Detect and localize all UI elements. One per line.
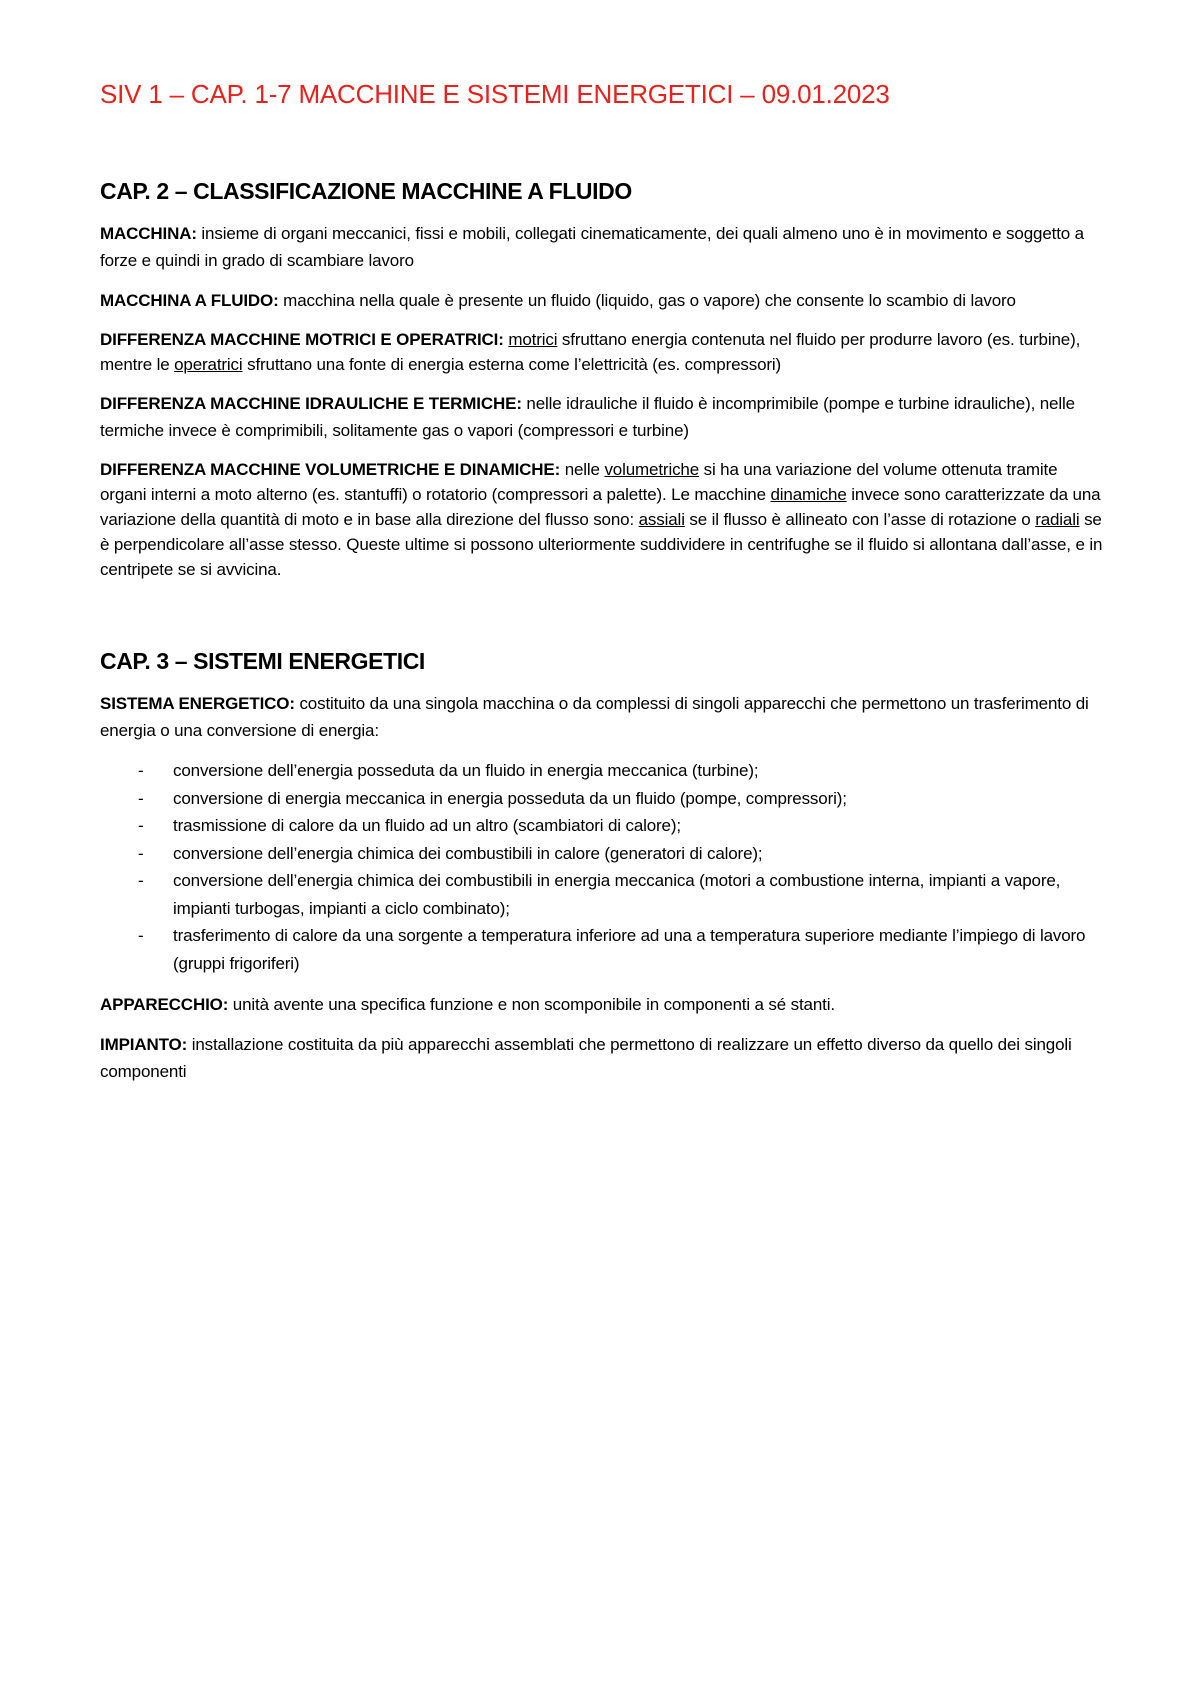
list-item <box>100 812 1104 840</box>
bullet-dash: - <box>138 843 144 863</box>
bullet-dash: - <box>138 788 144 808</box>
bullet-dash: - <box>138 816 144 835</box>
definition-volumetriche-dinamiche <box>100 457 1104 582</box>
underlined-motrici: motrici <box>508 330 558 349</box>
definition-impianto-text: installazione costituita da più apparecchi assemblati che permettono di realizzare un effetto diverso da quello dei singoli componenti <box>100 1035 1072 1081</box>
definition-macchina-a-fluido <box>100 287 1104 314</box>
definition-impianto <box>100 1031 1104 1085</box>
definition-idrauliche-termiche-text: nelle idrauliche il fluido è incomprimibile (pompe e turbine idrauliche), nelle termiche invece è comprimibili, solitamente gas o vapori (compressori e turbine) <box>100 394 1075 440</box>
term-macchina-a-fluido: MACCHINA A FLUIDO: <box>100 291 279 310</box>
list-item <box>100 785 1104 813</box>
underlined-dinamiche: dinamiche <box>770 485 847 504</box>
bullet-dash: - <box>138 871 144 890</box>
definition-macchina-text: insieme di organi meccanici, fissi e mobili, collegati cinematicamente, dei quali almeno uno è in movimento e soggetto a forze e quindi in grado di scambiare lavoro <box>100 224 1084 270</box>
term-apparecchio: APPARECCHIO: <box>100 995 229 1014</box>
term-impianto: IMPIANTO: <box>100 1035 188 1054</box>
chapter-2-section <box>100 176 1104 582</box>
definition-idrauliche-termiche <box>100 390 1104 444</box>
volumetriche-intro: nelle <box>560 460 605 479</box>
underlined-assiali: assiali <box>638 510 685 529</box>
document-title: SIV 1 – CAP. 1-7 MACCHINE E SISTEMI ENERGETICI – 09.01.2023 <box>100 79 890 109</box>
list-item-text: conversione di energia meccanica in energia posseduta da un fluido (pompe, compressori); <box>173 788 847 808</box>
definition-apparecchio <box>100 991 1104 1018</box>
definition-sistema-energetico-text: costituito da una singola macchina o da complessi di singoli apparecchi che permettono un trasferimento di energia o una conversione di energia: <box>100 694 1089 740</box>
definition-apparecchio-text: unità avente una specifica funzione e non scomponibile in componenti a sé stanti. <box>228 995 835 1014</box>
list-item-text: conversione dell’energia posseduta da un fluido in energia meccanica (turbine); <box>173 761 759 780</box>
term-idrauliche-termiche: DIFFERENZA MACCHINE IDRAULICHE E TERMICHE: <box>100 394 522 413</box>
definition-macchina <box>100 220 1104 274</box>
list-item <box>100 922 1104 977</box>
term-volumetriche-dinamiche: DIFFERENZA MACCHINE VOLUMETRICHE E DINAMICHE: <box>100 460 561 479</box>
bullet-dash: - <box>138 761 144 780</box>
chapter-2-heading: CAP. 2 – CLASSIFICAZIONE MACCHINE A FLUIDO <box>100 178 632 204</box>
radiali-text: se è perpendicolare all’asse stesso. Queste ultime si possono ulteriormente suddividere in centrifughe se il fluido si allontana dall’asse, e in centripete se si avvicina. <box>100 510 1103 579</box>
definition-sistema-energetico <box>100 690 1104 744</box>
term-macchina: MACCHINA: <box>100 224 197 243</box>
volumetriche-text: si ha una variazione del volume ottenuta tramite organi interni a moto alterno (es. stantuffi) o rotatorio (compressori a palette). Le macchine <box>100 460 1058 504</box>
dinamiche-text: invece sono caratterizzate da una variazione della quantità di moto e in base alla direzione del flusso sono: <box>100 485 1101 529</box>
underlined-volumetriche: volumetriche <box>604 460 700 479</box>
term-sistema-energetico: SISTEMA ENERGETICO: <box>100 694 295 713</box>
bullet-dash: - <box>138 926 144 945</box>
list-item-text: trasmissione di calore da un fluido ad un altro (scambiatori di calore); <box>173 816 681 835</box>
underlined-operatrici: operatrici <box>174 355 243 374</box>
list-item <box>100 757 1104 785</box>
underlined-radiali: radiali <box>1035 510 1080 529</box>
operatrici-text: sfruttano una fonte di energia esterna come l’elettricità (es. compressori) <box>242 355 782 374</box>
list-item-text: conversione dell’energia chimica dei combustibili in calore (generatori di calore); <box>173 843 763 863</box>
chapter-3-heading: CAP. 3 – SISTEMI ENERGETICI <box>100 648 425 674</box>
list-item <box>100 867 1104 922</box>
list-item <box>100 840 1104 868</box>
definition-motrici-operatrici <box>100 327 1104 377</box>
term-motrici-operatrici: DIFFERENZA MACCHINE MOTRICI E OPERATRICI: <box>100 330 504 349</box>
list-item-text: conversione dell’energia chimica dei combustibili in energia meccanica (motori a combustione interna, impianti a vapore, impianti turbogas, impianti a ciclo combinato); <box>173 871 1061 918</box>
energy-conversion-list <box>100 757 1104 977</box>
assiali-text: se il flusso è allineato con l’asse di rotazione o <box>684 510 1036 529</box>
chapter-3-section <box>100 646 1104 1085</box>
motrici-text: sfruttano energia contenuta nel fluido per produrre lavoro (es. turbine), mentre le <box>100 330 1081 374</box>
definition-macchina-a-fluido-text: macchina nella quale è presente un fluido (liquido, gas o vapore) che consente lo scambio di lavoro <box>278 291 1016 310</box>
list-item-text: trasferimento di calore da una sorgente a temperatura inferiore ad una a temperatura superiore mediante l’impiego di lavoro (gruppi frigoriferi) <box>173 926 1086 973</box>
